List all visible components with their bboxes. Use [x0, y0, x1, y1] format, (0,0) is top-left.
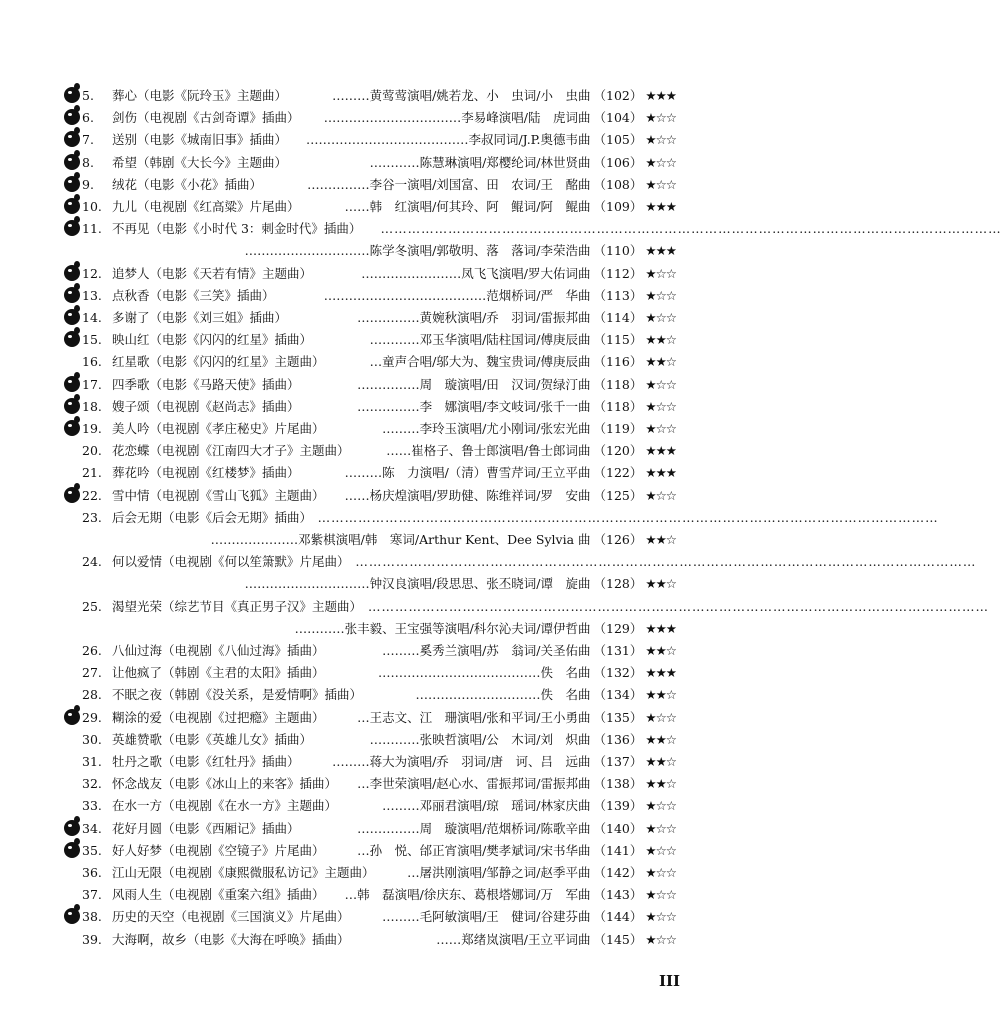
difficulty-stars: ★☆☆ — [645, 132, 676, 148]
entry-credit-line — [96, 330, 676, 350]
entry-credit: ……崔格子、鲁士郎演唱/鲁士郎词曲 — [386, 443, 591, 459]
marker-icon — [64, 87, 80, 103]
entry-title: 让他疯了（韩剧《主君的太阳》插曲） — [112, 665, 325, 681]
toc-entry[interactable] — [0, 175, 744, 195]
entry-credit-line — [96, 863, 676, 883]
marker-icon — [64, 265, 80, 281]
entry-credit: …………………………………范烟桥词/严 华曲 — [323, 287, 591, 303]
entry-page: （125） — [593, 487, 643, 503]
toc-entry[interactable] — [0, 663, 744, 683]
entry-credit: …………………………钟汉良演唱/段思思、张丕晓词/谭 旋曲 — [244, 576, 591, 592]
toc-entry[interactable] — [0, 375, 744, 395]
entry-credit: …………邓玉华演唱/陆柱国词/傅庚辰曲 — [369, 332, 591, 348]
entry-number: 16. — [82, 354, 102, 370]
entry-page: （135） — [593, 709, 643, 725]
entry-credit-line — [96, 530, 676, 550]
entry-title: 四季歌（电影《马路天使》插曲） — [112, 376, 300, 392]
entry-credit: …………………………佚 名曲 — [415, 687, 591, 703]
marker-icon — [64, 420, 80, 436]
marker-icon — [64, 109, 80, 125]
difficulty-stars: ★☆☆ — [645, 842, 676, 858]
entry-credit: ………黄莺莺演唱/姚若龙、小 虫词/小 虫曲 — [332, 88, 591, 103]
toc-entry[interactable] — [0, 885, 744, 905]
marker-icon — [64, 309, 80, 325]
entry-page: （108） — [593, 176, 643, 192]
difficulty-stars: ★☆☆ — [645, 887, 676, 903]
entry-credit-line — [96, 308, 676, 328]
entry-title: 映山红（电影《闪闪的红星》插曲） — [112, 332, 313, 348]
entry-number: 37. — [82, 887, 102, 903]
entry-credit-line — [96, 796, 676, 816]
marker-icon — [64, 176, 80, 192]
entry-number: 18. — [82, 398, 102, 414]
entry-title: 好人好梦（电视剧《空镜子》片尾曲） — [112, 842, 325, 858]
entry-number: 31. — [82, 754, 102, 769]
entry-number: 29. — [82, 709, 102, 725]
entry-credit-line — [96, 730, 676, 750]
marker-icon — [64, 331, 80, 347]
entry-title: 大海啊，故乡（电影《大海在呼唤》插曲） — [112, 931, 350, 947]
toc-entry[interactable] — [0, 441, 744, 461]
entry-title: 后会无期（电影《后会无期》插曲） — [112, 509, 313, 525]
difficulty-stars: ★☆☆ — [645, 110, 676, 126]
toc-entry[interactable] — [0, 552, 977, 572]
entry-title: 八仙过海（电视剧《八仙过海》插曲） — [112, 643, 325, 658]
toc-entry[interactable] — [0, 863, 744, 883]
marker-icon — [64, 398, 80, 414]
marker-icon — [64, 131, 80, 147]
entry-credit-line — [96, 86, 676, 106]
leader-dots: ………………………………………………………………………………………………………………………… — [355, 554, 977, 570]
entry-credit: …屠洪刚演唱/邹静之词/赵季平曲 — [407, 865, 591, 880]
difficulty-stars: ★★★ — [645, 465, 676, 481]
entry-credit-line — [96, 619, 676, 639]
entry-credit-line — [96, 885, 676, 905]
entry-title: 雪中情（电视剧《雪山飞狐》主题曲） — [112, 487, 325, 503]
entry-credit-line — [96, 685, 676, 705]
difficulty-stars: ★☆☆ — [645, 154, 676, 170]
entry-title: 葬心（电影《阮玲玉》主题曲） — [112, 88, 288, 103]
entry-number: 6. — [82, 110, 94, 126]
entry-page: （106） — [593, 154, 643, 170]
entry-page: （140） — [593, 820, 643, 836]
difficulty-stars: ★★★ — [645, 620, 676, 636]
entry-title: 剑伤（电视剧《古剑奇谭》插曲） — [112, 110, 300, 126]
entry-credit-line — [96, 286, 676, 306]
entry-credit-line — [96, 108, 676, 128]
entry-number: 38. — [82, 909, 102, 925]
entry-page: （145） — [593, 931, 643, 947]
entry-title: 在水一方（电视剧《在水一方》主题曲） — [112, 798, 338, 814]
entry-credit-line — [96, 907, 676, 927]
toc-entry[interactable] — [0, 86, 744, 106]
entry-number: 5. — [82, 88, 94, 103]
entry-number: 34. — [82, 820, 102, 836]
entry-page: （119） — [593, 421, 643, 436]
entry-page: （143） — [593, 887, 643, 903]
entry-title: 点秋香（电影《三笑》插曲） — [112, 287, 275, 303]
entry-number: 24. — [82, 554, 102, 570]
entry-credit: ……………李 娜演唱/李文岐词/张千一曲 — [357, 398, 591, 414]
entry-credit: …………………………陈学冬演唱/郭敬明、落 落词/李荣浩曲 — [244, 243, 591, 259]
entry-number: 36. — [82, 865, 102, 880]
entry-title: 花恋蝶（电视剧《江南四大才子》主题曲） — [112, 443, 350, 459]
entry-number: 13. — [82, 287, 102, 303]
entry-title: 历史的天空（电视剧《三国演义》片尾曲） — [112, 909, 350, 925]
entry-number: 27. — [82, 665, 102, 681]
difficulty-stars: ★★★ — [645, 243, 676, 259]
entry-credit: ……韩 红演唱/何其玲、阿 鲲词/阿 鲲曲 — [344, 199, 591, 214]
entry-page: （138） — [593, 776, 643, 792]
entry-credit: …………陈慧琳演唱/郑樱纶词/林世贤曲 — [369, 154, 591, 170]
toc-entry[interactable] — [0, 419, 744, 439]
entry-number: 12. — [82, 265, 102, 281]
entry-credit: ………邓丽君演唱/琼 瑶词/林家庆曲 — [382, 798, 591, 814]
entry-title: 九儿（电视剧《红高粱》片尾曲） — [112, 199, 300, 214]
entry-credit: …………………邓紫棋演唱/韩 寒词/Arthur Kent、Dee Sylvia 曲 — [210, 532, 591, 547]
entry-credit: …………张丰毅、王宝强等演唱/科尔沁夫词/谭伊哲曲 — [294, 620, 591, 636]
entry-credit: ……………………………李易峰演唱/陆 虎词曲 — [323, 110, 591, 126]
entry-title: 美人吟（电视剧《孝庄秘史》片尾曲） — [112, 421, 325, 436]
difficulty-stars: ★☆☆ — [645, 421, 676, 436]
difficulty-stars: ★☆☆ — [645, 176, 676, 192]
difficulty-stars: ★☆☆ — [645, 487, 676, 503]
marker-icon — [64, 842, 80, 858]
entry-number: 23. — [82, 509, 102, 525]
marker-icon — [64, 908, 80, 924]
entry-credit: ……………李谷一演唱/刘国富、田 农词/王 酩曲 — [307, 176, 591, 192]
difficulty-stars: ★★★ — [645, 665, 676, 681]
difficulty-stars: ★☆☆ — [645, 820, 676, 836]
entry-credit: …孙 悦、邰正宵演唱/樊孝斌词/宋书华曲 — [357, 842, 591, 858]
entry-credit-line — [96, 175, 676, 195]
entry-page: （126） — [593, 532, 643, 547]
difficulty-stars: ★☆☆ — [645, 310, 676, 325]
entry-page: （104） — [593, 110, 643, 126]
entry-credit: ………蒋大为演唱/乔 羽词/唐 诃、吕 远曲 — [332, 754, 591, 769]
difficulty-stars: ★☆☆ — [645, 909, 676, 925]
entry-number: 30. — [82, 731, 102, 747]
entry-number: 15. — [82, 332, 102, 348]
entry-credit-line — [96, 930, 676, 950]
entry-page: （134） — [593, 687, 643, 703]
toc-entry[interactable] — [0, 486, 744, 506]
difficulty-stars: ★★☆ — [645, 687, 676, 703]
toc-entry[interactable] — [0, 730, 744, 750]
toc-entry[interactable] — [0, 330, 744, 350]
entry-page: （112） — [593, 265, 643, 281]
entry-credit: …王志文、江 珊演唱/张和平词/王小勇曲 — [357, 709, 591, 725]
entry-credit-line — [96, 641, 676, 661]
entry-page: （120） — [593, 443, 643, 459]
entry-title: 怀念战友（电影《冰山上的来客》插曲） — [112, 776, 338, 792]
entry-title: 绒花（电影《小花》插曲） — [112, 176, 263, 192]
entry-page: （105） — [593, 132, 643, 148]
entry-page: （118） — [593, 376, 643, 392]
entry-credit: ……杨庆煌演唱/罗助健、陈维祥词/罗 安曲 — [344, 487, 591, 503]
toc-entry[interactable] — [0, 108, 744, 128]
toc-entry-continuation — [0, 574, 744, 594]
entry-credit-line — [96, 574, 676, 594]
toc-entry[interactable] — [0, 930, 744, 950]
entry-number: 35. — [82, 842, 102, 858]
toc-entry[interactable] — [0, 286, 744, 306]
difficulty-stars: ★☆☆ — [645, 398, 676, 414]
toc-entry[interactable] — [0, 308, 744, 328]
entry-number: 33. — [82, 798, 102, 814]
difficulty-stars: ★☆☆ — [645, 376, 676, 392]
entry-number: 28. — [82, 687, 102, 703]
entry-page: （139） — [593, 798, 643, 814]
marker-icon — [64, 287, 80, 303]
entry-credit-line — [96, 663, 676, 683]
difficulty-stars: ★☆☆ — [645, 265, 676, 281]
entry-credit-line — [96, 819, 676, 839]
entry-number: 9. — [82, 176, 94, 192]
entry-credit: ……………周 璇演唱/田 汉词/贺绿汀曲 — [357, 376, 591, 392]
entry-number: 19. — [82, 421, 102, 436]
entry-credit-line — [96, 708, 676, 728]
entry-number: 10. — [82, 199, 102, 214]
difficulty-stars: ★★☆ — [645, 576, 676, 592]
entry-number: 8. — [82, 154, 94, 170]
entry-title: 渴望光荣（综艺节目《真正男子汉》主题曲） — [112, 598, 363, 614]
entry-credit-line — [96, 153, 676, 173]
entry-number: 25. — [82, 598, 102, 614]
toc-entry[interactable] — [0, 197, 744, 217]
toc-entry-continuation — [0, 241, 744, 261]
toc-entry[interactable] — [0, 264, 744, 284]
difficulty-stars: ★★☆ — [645, 731, 676, 747]
toc-entry[interactable] — [0, 508, 939, 528]
entry-credit-line — [96, 264, 676, 284]
entry-number: 14. — [82, 310, 102, 325]
difficulty-stars: ★★★ — [645, 88, 676, 103]
entry-credit-line — [96, 397, 676, 417]
entry-credit: …韩 磊演唱/徐庆东、葛根塔娜词/万 军曲 — [344, 887, 591, 903]
entry-credit-line — [96, 197, 676, 217]
marker-icon — [64, 820, 80, 836]
marker-icon — [64, 376, 80, 392]
entry-credit-line — [96, 375, 676, 395]
difficulty-stars: ★☆☆ — [645, 287, 676, 303]
difficulty-stars: ★★☆ — [645, 776, 676, 792]
entry-credit: …………………………………李叔同词/J.P.奥德韦曲 — [305, 132, 591, 148]
entry-credit: ………毛阿敏演唱/王 健词/谷建芬曲 — [382, 909, 591, 925]
toc-entry[interactable] — [0, 752, 744, 772]
entry-title: 葬花吟（电视剧《红楼梦》插曲） — [112, 465, 300, 481]
entry-page: （129） — [593, 620, 643, 636]
entry-number: 7. — [82, 132, 94, 148]
toc-entry-continuation — [0, 619, 744, 639]
entry-credit: ……………黄婉秋演唱/乔 羽词/雷振邦曲 — [357, 310, 591, 325]
difficulty-stars: ★★★ — [645, 199, 676, 214]
entry-title: 不眠之夜（韩剧《没关系，是爱情啊》插曲） — [112, 687, 363, 703]
entry-credit-line — [96, 463, 676, 483]
entry-page: （118） — [593, 398, 643, 414]
toc-entry[interactable] — [0, 130, 744, 150]
entry-number: 22. — [82, 487, 102, 503]
entry-credit-line — [96, 774, 676, 794]
entry-credit: ……………周 璇演唱/范烟桥词/陈歌辛曲 — [357, 820, 591, 836]
difficulty-stars: ★☆☆ — [645, 798, 676, 814]
leader-dots: ………………………………………………………………………………………………………………………… — [380, 221, 1002, 237]
marker-icon — [64, 198, 80, 214]
entry-credit: …李世荣演唱/赵心水、雷振邦词/雷振邦曲 — [357, 776, 591, 792]
entry-page: （128） — [593, 576, 643, 592]
entry-page: （141） — [593, 842, 643, 858]
difficulty-stars: ★☆☆ — [645, 931, 676, 947]
entry-credit: ……………………凤飞飞演唱/罗大佑词曲 — [361, 265, 591, 281]
entry-title: 不再见（电影《小时代 3：刺金时代》插曲） — [112, 221, 362, 237]
leader-dots: ………………………………………………………………………………………………………………………… — [317, 509, 939, 525]
entry-credit-line — [96, 130, 676, 150]
entry-page: （144） — [593, 909, 643, 925]
toc-entry[interactable] — [0, 685, 744, 705]
entry-page: （102） — [593, 88, 643, 103]
entry-title: 追梦人（电影《天若有情》主题曲） — [112, 265, 313, 281]
entry-number: 21. — [82, 465, 102, 481]
entry-page: （115） — [593, 332, 643, 348]
toc-entry-continuation — [0, 530, 744, 550]
difficulty-stars: ★☆☆ — [645, 865, 676, 880]
entry-title: 多谢了（电影《刘三姐》插曲） — [112, 310, 288, 325]
entry-credit-line — [96, 419, 676, 439]
entry-page: （122） — [593, 465, 643, 481]
toc-entry[interactable] — [0, 463, 744, 483]
toc-entry[interactable] — [0, 597, 989, 617]
toc-entry[interactable] — [0, 641, 744, 661]
entry-number: 39. — [82, 931, 102, 947]
entry-number: 20. — [82, 443, 102, 459]
entry-title: 牡丹之歌（电影《红牡丹》插曲） — [112, 754, 300, 769]
entry-number: 11. — [82, 221, 102, 237]
entry-title: 希望（韩剧《大长今》主题曲） — [112, 154, 288, 170]
entry-credit-line — [96, 441, 676, 461]
entry-title: 送别（电影《城南旧事》插曲） — [112, 132, 288, 148]
marker-icon — [64, 220, 80, 236]
entry-number: 32. — [82, 776, 102, 792]
toc-entry[interactable] — [0, 352, 744, 372]
entry-credit: …童声合唱/邬大为、魏宝贵词/傅庚辰曲 — [369, 354, 591, 370]
entry-page: （132） — [593, 665, 643, 681]
marker-icon — [64, 487, 80, 503]
entry-number: 17. — [82, 376, 102, 392]
leader-dots: ………………………………………………………………………………………………………………………… — [368, 598, 989, 614]
marker-icon — [64, 154, 80, 170]
entry-credit-line — [96, 352, 676, 372]
difficulty-stars: ★★☆ — [645, 332, 676, 348]
toc-entry[interactable] — [0, 774, 744, 794]
entry-page: （109） — [593, 199, 643, 214]
toc-entry[interactable] — [0, 819, 744, 839]
difficulty-stars: ★★☆ — [645, 754, 676, 769]
entry-page: （110） — [593, 243, 643, 259]
page-number: III — [658, 972, 680, 990]
entry-credit-line — [96, 752, 676, 772]
toc-entry[interactable] — [0, 841, 744, 861]
toc-entry[interactable] — [0, 153, 744, 173]
entry-credit: ……郑绪岚演唱/王立平词曲 — [436, 931, 591, 947]
toc-entry[interactable] — [0, 219, 1002, 239]
entry-page: （142） — [593, 865, 643, 880]
entry-page: （116） — [593, 354, 643, 370]
entry-credit-line — [96, 486, 676, 506]
entry-title: 何以爱情（电视剧《何以笙箫默》片尾曲） — [112, 554, 350, 570]
entry-title: 红星歌（电影《闪闪的红星》主题曲） — [112, 354, 325, 370]
entry-credit: ………奚秀兰演唱/苏 翁词/关圣佑曲 — [382, 643, 591, 658]
entry-number: 26. — [82, 643, 102, 658]
entry-credit: …………………………………佚 名曲 — [378, 665, 591, 681]
entry-page: （137） — [593, 754, 643, 769]
toc-entry[interactable] — [0, 397, 744, 417]
difficulty-stars: ★★☆ — [645, 643, 676, 658]
toc-entry[interactable] — [0, 796, 744, 816]
entry-title: 嫂子颂（电视剧《赵尚志》插曲） — [112, 398, 300, 414]
entry-credit: …………张映哲演唱/公 木词/刘 炽曲 — [369, 731, 591, 747]
entry-page: （114） — [593, 310, 643, 325]
entry-credit: ………李玲玉演唱/尤小刚词/张宏光曲 — [382, 421, 591, 436]
entry-title: 英雄赞歌（电影《英雄儿女》插曲） — [112, 731, 313, 747]
difficulty-stars: ★★☆ — [645, 354, 676, 370]
marker-icon — [64, 709, 80, 725]
entry-title: 糊涂的爱（电视剧《过把瘾》主题曲） — [112, 709, 325, 725]
entry-credit-line — [96, 841, 676, 861]
entry-page: （136） — [593, 731, 643, 747]
difficulty-stars: ★★☆ — [645, 532, 676, 547]
difficulty-stars: ★☆☆ — [645, 709, 676, 725]
entry-page: （131） — [593, 643, 643, 658]
entry-credit-line — [96, 241, 676, 261]
toc-entry[interactable] — [0, 708, 744, 728]
entry-title: 花好月圆（电影《西厢记》插曲） — [112, 820, 300, 836]
entry-title: 风雨人生（电视剧《重案六组》插曲） — [112, 887, 325, 903]
entry-credit: ………陈 力演唱/（清）曹雪芹词/王立平曲 — [344, 465, 591, 481]
entry-title: 江山无限（电视剧《康熙微服私访记》主题曲） — [112, 865, 375, 880]
difficulty-stars: ★★★ — [645, 443, 676, 459]
toc-entry[interactable] — [0, 907, 744, 927]
entry-page: （113） — [593, 287, 643, 303]
